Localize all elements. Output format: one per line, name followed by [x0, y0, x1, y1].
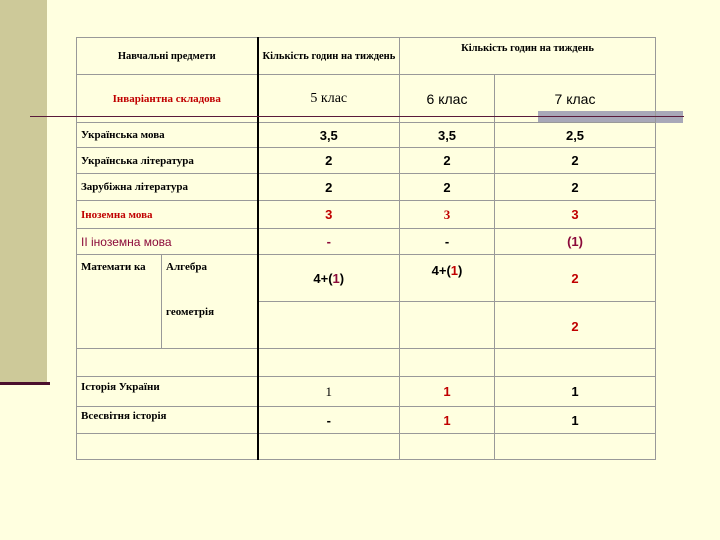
- table-row: [77, 255, 656, 302]
- subject-name: ІІ іноземна мова: [77, 229, 258, 255]
- class7-header: 7 клас: [495, 75, 656, 123]
- cell-c7: 1: [495, 377, 656, 407]
- table-header-row: [77, 38, 656, 75]
- math-c5-extra: 1: [332, 270, 340, 286]
- algebra-label: Алгебра: [166, 261, 207, 273]
- cell-c7: 2: [495, 255, 656, 302]
- curriculum-table: [76, 37, 656, 460]
- class6-header: 6 клас: [400, 75, 495, 123]
- empty-cell: [258, 349, 400, 377]
- empty-cell: [400, 349, 495, 377]
- table-row: [77, 174, 656, 201]
- sidebar-underline: [0, 382, 50, 385]
- cell-c5: 1: [258, 377, 400, 407]
- cell-c6: 2: [400, 174, 495, 201]
- class5-header: 5 клас: [258, 75, 400, 123]
- empty-cell: [258, 434, 400, 460]
- subject-name: Іноземна мова: [77, 201, 258, 229]
- empty-cell: [400, 434, 495, 460]
- header-hours-1: Кількість годин на тиждень: [258, 38, 400, 75]
- empty-cell: [77, 434, 258, 460]
- cell-c7: 2: [495, 148, 656, 174]
- cell-c5: 3,5: [258, 123, 400, 148]
- cell-c6: [400, 255, 495, 302]
- cell-c5: 2: [258, 148, 400, 174]
- table-row: [77, 434, 656, 460]
- cell-c6: -: [400, 229, 495, 255]
- cell-c6: 3: [400, 201, 495, 229]
- subject-name: Всесвітня історія: [77, 407, 258, 434]
- cell-c5: -: [258, 229, 400, 255]
- math-c6-extra: 1: [450, 263, 459, 278]
- header-subjects: Навчальні предмети: [77, 38, 258, 75]
- cell-c6: [400, 302, 495, 349]
- empty-cell: [77, 349, 258, 377]
- table-row: [77, 201, 656, 229]
- cell-c5: [258, 302, 400, 349]
- subject-name: Зарубіжна література: [77, 174, 258, 201]
- table-row: [77, 123, 656, 148]
- cell-c6: 1: [400, 377, 495, 407]
- header-hours-2: Кількість годин на тиждень: [400, 38, 656, 75]
- math-subtopics: [162, 255, 258, 349]
- empty-cell: [495, 434, 656, 460]
- table-row: [77, 148, 656, 174]
- cell-c7: 2,5: [495, 123, 656, 148]
- invariant-label: Інваріантна складова: [77, 75, 258, 123]
- sidebar-decoration: [0, 0, 47, 382]
- cell-c7: 2: [495, 174, 656, 201]
- table-row: [77, 407, 656, 434]
- cell-c7: 3: [495, 201, 656, 229]
- math-c6-close: ): [458, 263, 463, 278]
- math-label: Математи ка: [77, 255, 162, 349]
- cell-c7: (1): [495, 229, 656, 255]
- math-c6-base: 4+(: [431, 263, 451, 278]
- divider-line: [30, 116, 684, 117]
- subject-name: Історія України: [77, 377, 258, 407]
- cell-c5: [258, 255, 400, 302]
- cell-c5: 3: [258, 201, 400, 229]
- math-c5-close: ): [339, 270, 345, 286]
- empty-cell: [495, 349, 656, 377]
- table-row: [77, 377, 656, 407]
- table-row: [77, 349, 656, 377]
- geometry-label: геометрія: [166, 306, 215, 318]
- cell-c5: 2: [258, 174, 400, 201]
- cell-c6: 2: [400, 148, 495, 174]
- cell-c7: 2: [495, 302, 656, 349]
- cell-c7: 1: [495, 407, 656, 434]
- subject-name: Українська мова: [77, 123, 258, 148]
- cell-c6: 3,5: [400, 123, 495, 148]
- subject-name: Українська література: [77, 148, 258, 174]
- table-row: [77, 229, 656, 255]
- math-c5-base: 4+(: [313, 270, 333, 286]
- cell-c5: -: [258, 407, 400, 434]
- cell-c6: 1: [400, 407, 495, 434]
